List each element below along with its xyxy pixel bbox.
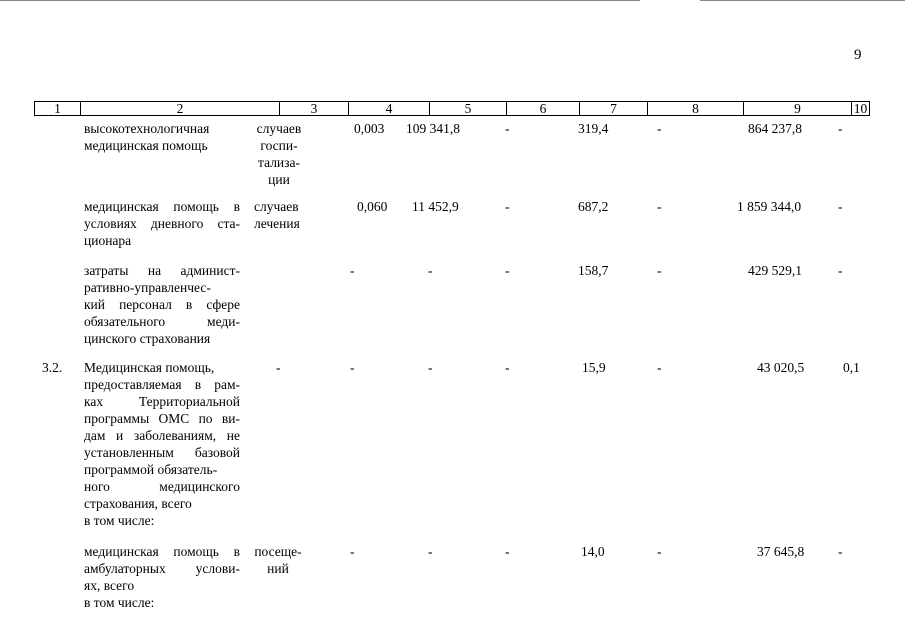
cell-col-5: -	[428, 544, 433, 559]
row-name-line: в том числе:	[84, 595, 155, 610]
row-name-line: программой обязатель-	[84, 462, 218, 477]
row-unit	[254, 198, 314, 232]
cell-col-9: 864 237,8	[748, 121, 802, 136]
row-name	[84, 262, 240, 347]
scan-edge-left	[0, 0, 640, 1]
cell-col-10: -	[838, 544, 843, 559]
cell-col-4: 0,003	[354, 121, 385, 136]
row-name-line: медицинская помощь в	[84, 544, 240, 559]
header-col-7: 7	[610, 101, 617, 116]
cell-col-6: -	[505, 199, 510, 214]
header-col-5: 5	[464, 101, 472, 116]
cell-col-9: 1 859 344,0	[737, 199, 802, 214]
cell-col-8: -	[657, 263, 662, 278]
cell-col-9: 43 020,5	[757, 360, 805, 375]
cell-col-7: 319,4	[578, 121, 609, 136]
page-number: 9	[854, 47, 862, 63]
row-unit-line: ции	[268, 172, 290, 187]
row-name-line: медицинская помощь	[84, 138, 208, 153]
row-name-line: амбулаторных услови-	[84, 561, 240, 576]
row-unit-line: госпи-	[260, 138, 298, 153]
cell-col-9: 37 645,8	[757, 544, 805, 559]
cell-col-10: -	[838, 199, 843, 214]
row-unit	[246, 543, 310, 577]
header-col-6: 6	[539, 101, 547, 116]
row-name-line: Медицинская помощь,	[84, 360, 215, 375]
row-unit-line: ний	[267, 561, 289, 576]
row-number: 3.2.	[42, 360, 63, 375]
cell-col-6: -	[505, 121, 510, 136]
row-name-line: затраты на админист-	[84, 263, 240, 278]
row-name-line: ях, всего	[84, 578, 135, 593]
row-name	[84, 120, 240, 154]
row-name-line: страхования, всего	[84, 496, 192, 511]
row-name-line: высокотехнологичная	[84, 121, 210, 136]
row-name-line: предоставляемая в рам-	[84, 377, 240, 392]
row-name	[84, 359, 240, 529]
cell-col-8: -	[657, 199, 662, 214]
table-header-row	[34, 101, 870, 116]
header-col-4: 4	[385, 101, 393, 116]
row-name-line: установленным базовой	[84, 445, 240, 460]
row-name	[84, 198, 240, 249]
cell-col-4: -	[350, 544, 355, 559]
cell-col-5: 109 341,8	[406, 121, 460, 136]
row-unit-line: тализа-	[258, 155, 300, 170]
row-unit-line: посеще-	[254, 544, 302, 559]
header-col-3: 3	[310, 101, 318, 116]
row-name-line: ного медицинского	[84, 479, 240, 494]
header-col-1: 1	[54, 101, 61, 116]
cell-col-5: 11 452,9	[412, 199, 459, 214]
cell-col-8: -	[657, 360, 662, 375]
row-name-line: ках Территориальной	[84, 394, 240, 409]
cell-col-3: -	[276, 360, 281, 375]
cell-col-5: -	[428, 360, 433, 375]
row-name-line: цинского страхования	[84, 331, 211, 346]
row-name-line: обязательного меди-	[84, 314, 240, 329]
row-name-line: кий персонал в сфере	[84, 297, 240, 312]
row-unit-line: случаев	[254, 199, 299, 214]
row-name-line: в том числе:	[84, 513, 155, 528]
header-col-2: 2	[176, 101, 184, 116]
cell-col-10: 0,1	[843, 360, 860, 375]
row-name-line: дам и заболеваниям, не	[84, 428, 240, 443]
cell-col-8: -	[657, 121, 662, 136]
cell-col-7: 15,9	[582, 360, 606, 375]
header-col-10: 10	[853, 101, 868, 116]
scan-edge-right	[700, 0, 905, 1]
cell-col-9: 429 529,1	[748, 263, 802, 278]
row-name-line: медицинская помощь в	[84, 199, 240, 214]
cell-col-5: -	[428, 263, 433, 278]
cell-col-6: -	[505, 360, 510, 375]
row-unit-line: лечения	[254, 216, 300, 231]
row-unit-line: случаев	[256, 121, 302, 136]
cell-col-6: -	[505, 263, 510, 278]
header-col-9: 9	[794, 101, 801, 116]
row-name-line: программы ОМС по ви-	[84, 411, 240, 426]
cell-col-10: -	[838, 263, 843, 278]
cell-col-6: -	[505, 544, 510, 559]
row-unit	[249, 120, 309, 188]
cell-col-7: 158,7	[578, 263, 609, 278]
cell-col-4: -	[350, 263, 355, 278]
cell-col-4: -	[350, 360, 355, 375]
cell-col-4: 0,060	[357, 199, 388, 214]
cell-col-7: 14,0	[581, 544, 605, 559]
row-name-line: ционара	[84, 233, 132, 248]
cell-col-7: 687,2	[578, 199, 609, 214]
scan-edge	[0, 0, 905, 1]
header-col-8: 8	[692, 101, 699, 116]
row-name-line: ративно-управленчес-	[84, 280, 211, 295]
cell-col-10: -	[838, 121, 843, 136]
row-name-line: условиях дневного ста-	[84, 216, 240, 231]
cell-col-8: -	[657, 544, 662, 559]
row-name	[84, 543, 240, 611]
